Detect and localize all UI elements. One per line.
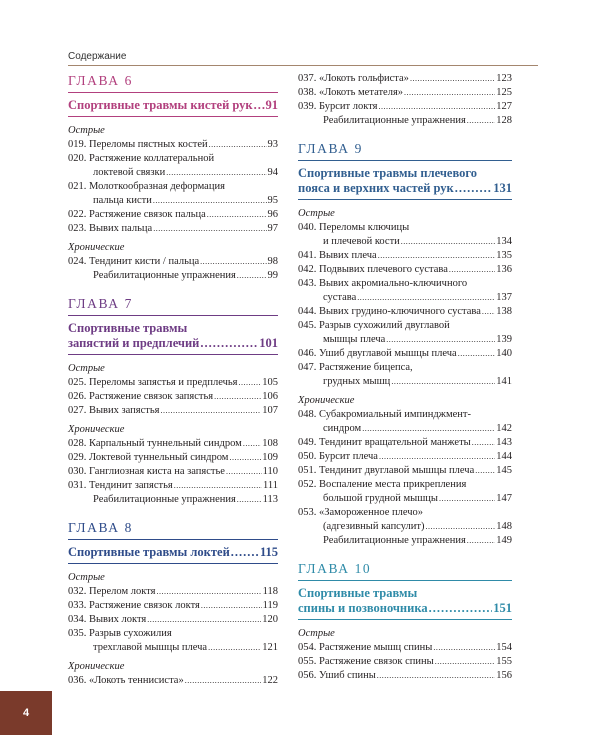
- toc-entry-page: 105: [262, 377, 278, 388]
- toc-left-column: [68, 72, 278, 700]
- toc-entry-line: [298, 450, 512, 464]
- leader-dots: [153, 222, 266, 236]
- leader-dots: [379, 450, 495, 464]
- leader-dots: [482, 305, 495, 319]
- leader-dots: [207, 208, 267, 222]
- leader-dots: [379, 100, 496, 114]
- toc-entry[interactable]: [298, 100, 512, 114]
- chapter-rule: [68, 539, 278, 540]
- toc-entry-line: [68, 376, 278, 390]
- leader-dots: [208, 641, 261, 655]
- leader-dots: [237, 269, 267, 283]
- leader-dots: [147, 613, 261, 627]
- toc-entry[interactable]: [298, 641, 512, 655]
- chapter-title: [68, 98, 278, 117]
- toc-entry-line: [68, 208, 278, 222]
- toc-entry-page: 154: [496, 642, 512, 653]
- toc-entry-page: 94: [267, 167, 278, 178]
- chapter-title-line: [298, 601, 512, 616]
- toc-entry-line: [68, 166, 278, 180]
- toc-entry-line: [68, 674, 278, 688]
- toc-entry-page: 96: [267, 209, 278, 220]
- toc-category: Острые: [68, 125, 105, 136]
- toc-entry[interactable]: [68, 451, 278, 465]
- toc-entry-text: Реабилитационные упражнения: [323, 535, 466, 546]
- toc-entry-line: [298, 263, 512, 277]
- leader-dots: [472, 436, 496, 450]
- header-rule: [68, 65, 538, 66]
- leader-dots: [226, 465, 262, 479]
- toc-entry-text: 056. Ушиб спины: [298, 670, 376, 681]
- toc-entry-page: 99: [267, 270, 278, 281]
- chapter-title-text: запястий и предплечий: [68, 336, 200, 350]
- toc-category: Острые: [68, 572, 105, 583]
- toc-entry-text: сустава: [323, 292, 357, 303]
- toc-entry-line: 035. Разрыв сухожилия: [68, 628, 172, 639]
- toc-entry-line: [68, 138, 278, 152]
- toc-entry-text: 049. Тендинит вращательной манжеты: [298, 437, 471, 448]
- toc-entry-page: 147: [496, 493, 512, 504]
- leader-dots: [455, 181, 492, 196]
- toc-entry-page: 108: [262, 438, 278, 449]
- chapter-title: [298, 586, 512, 620]
- toc-chapter: [68, 72, 278, 283]
- leader-dots: [201, 599, 262, 613]
- toc-entry-line: [68, 479, 278, 493]
- leader-dots: [386, 333, 495, 347]
- toc-entry-text: 036. «Локоть теннисиста»: [68, 675, 184, 686]
- toc-entry-line: [68, 451, 278, 465]
- chapter-title-line: [68, 545, 278, 560]
- toc-entry-text: 031. Тендинит запястья: [68, 480, 173, 491]
- toc-entry-page: 137: [496, 292, 512, 303]
- toc-entry-page: 118: [262, 586, 278, 597]
- toc-entry-line: [298, 291, 512, 305]
- toc-entry-text: синдром: [323, 423, 362, 434]
- toc-entry-page: 135: [496, 250, 512, 261]
- toc-entry-page: 109: [262, 452, 278, 463]
- toc-entry[interactable]: [298, 249, 512, 263]
- toc-entry[interactable]: [68, 585, 278, 599]
- leader-dots: [243, 437, 261, 451]
- toc-entry[interactable]: [68, 390, 278, 404]
- toc-entry[interactable]: [68, 613, 278, 627]
- chapter-title-line: [298, 181, 512, 196]
- toc-entry-line: [68, 599, 278, 613]
- toc-entry-page: 97: [267, 223, 278, 234]
- toc-entry-line: [298, 333, 512, 347]
- leader-dots: [161, 404, 262, 418]
- toc-entry-line: [298, 100, 512, 114]
- toc-entry-line: [298, 655, 512, 669]
- toc-entry-text: 019. Переломы пястных костей: [68, 139, 208, 150]
- leader-dots: [209, 138, 267, 152]
- toc-entry-line: [298, 86, 512, 100]
- toc-entry-text: 042. Подвывих плечевого сустава: [298, 264, 448, 275]
- leader-dots: [458, 347, 496, 361]
- toc-entry-line: [298, 72, 512, 86]
- toc-entry[interactable]: [68, 404, 278, 418]
- chapter-title: [68, 321, 278, 355]
- chapter-label: ГЛАВА 6: [68, 73, 133, 88]
- leader-dots: [467, 534, 495, 548]
- chapter-label: ГЛАВА 7: [68, 296, 133, 311]
- toc-chapter: [298, 140, 512, 548]
- toc-entry-page: 144: [496, 451, 512, 462]
- toc-entry-page: 138: [496, 306, 512, 317]
- leader-dots: [237, 493, 262, 507]
- toc-entry-text: Реабилитационные упражнения: [93, 270, 236, 281]
- running-head: Содержание: [68, 51, 127, 62]
- toc-entry[interactable]: [68, 180, 278, 208]
- toc-entry-line: 047. Растяжение бицепса,: [298, 362, 413, 373]
- toc-entry-text: 034. Вывих локтя: [68, 614, 147, 625]
- toc-entry-text: 044. Вывих грудино-ключичного сустава: [298, 306, 481, 317]
- toc-entry-line: [68, 269, 278, 283]
- toc-entry[interactable]: [298, 408, 512, 436]
- toc-entry-text: пальца кисти: [93, 195, 152, 206]
- toc-entry[interactable]: [298, 347, 512, 361]
- toc-entry-page: 141: [496, 376, 512, 387]
- toc-entry-page: 128: [496, 115, 512, 126]
- page-number: [0, 691, 52, 735]
- leader-dots: [378, 249, 496, 263]
- toc-entry[interactable]: [68, 479, 278, 493]
- toc-entry-text: большой грудной мышцы: [323, 493, 438, 504]
- chapter-title-line: [68, 336, 278, 351]
- toc-entry-line: 020. Растяжение коллатеральной: [68, 153, 215, 164]
- leader-dots: [404, 86, 495, 100]
- leader-dots: [254, 98, 265, 113]
- toc-entry-line: [68, 222, 278, 236]
- toc-entry[interactable]: [68, 627, 278, 655]
- leader-dots: [200, 255, 266, 269]
- leader-dots: [214, 390, 261, 404]
- chapter-page: 151: [493, 601, 512, 615]
- toc-entry[interactable]: [298, 361, 512, 389]
- toc-entry-text: (адгезивный капсулит): [323, 521, 425, 532]
- toc-entry-text: 032. Перелом локтя: [68, 586, 156, 597]
- toc-entry-line: [68, 613, 278, 627]
- toc-entry-text: трехглавой мышцы плеча: [93, 642, 208, 653]
- chapter-title-text: Спортивные травмы локтей: [68, 545, 230, 559]
- toc-entry-page: 107: [262, 405, 278, 416]
- toc-entry-text: 041. Вывих плеча: [298, 250, 377, 261]
- chapter-title-line: Спортивные травмы: [68, 321, 188, 335]
- toc-entry[interactable]: [68, 465, 278, 479]
- toc-category: Хронические: [68, 424, 125, 435]
- leader-dots: [166, 166, 266, 180]
- toc-entry-text: 025. Переломы запястья и предплечья: [68, 377, 238, 388]
- toc-entry-page: 95: [267, 195, 278, 206]
- chapter-title-line: [68, 98, 278, 113]
- toc-right-column: [298, 72, 512, 695]
- chapter-title-text: пояса и верхних частей рук: [298, 181, 454, 195]
- leader-dots: [200, 336, 258, 351]
- toc-entry[interactable]: [68, 437, 278, 451]
- toc-entry-page: 143: [496, 437, 512, 448]
- toc-entry-text: мышцы плеча: [323, 334, 386, 345]
- chapter-label: ГЛАВА 8: [68, 520, 133, 535]
- toc-entry-page: 121: [262, 642, 278, 653]
- toc-entry-line: 052. Воспаление места прикрепления: [298, 479, 467, 490]
- toc-entry-line: [298, 305, 512, 319]
- leader-dots: [174, 479, 262, 493]
- toc-entry-page: 125: [496, 87, 512, 98]
- toc-chapter: [68, 295, 278, 507]
- toc-entry-line: [68, 404, 278, 418]
- toc-entry[interactable]: [298, 436, 512, 450]
- toc-entry-line: [298, 235, 512, 249]
- toc-entry-line: 043. Вывих акромиально-ключичного: [298, 278, 468, 289]
- toc-entry-page: 148: [496, 521, 512, 532]
- toc-entry-page: 136: [496, 264, 512, 275]
- toc-entry-line: [298, 347, 512, 361]
- toc-entry[interactable]: [298, 506, 512, 534]
- toc-entry[interactable]: [68, 138, 278, 152]
- leader-dots: [377, 669, 495, 683]
- toc-entry-text: локтевой связки: [93, 167, 166, 178]
- chapter-rule: [68, 315, 278, 316]
- toc-entry-text: грудных мышц: [323, 376, 391, 387]
- chapter-title-text: Спортивные травмы кистей рук: [68, 98, 253, 112]
- chapter-page: 91: [265, 98, 278, 112]
- toc-entry-page: 93: [267, 139, 278, 150]
- toc-entry-page: 127: [496, 101, 512, 112]
- toc-chapter: [68, 519, 278, 688]
- chapter-rule: [298, 580, 512, 581]
- toc-category: Острые: [68, 363, 105, 374]
- toc-entry-text: 024. Тендинит кисти / пальца: [68, 256, 200, 267]
- toc-entry-text: 028. Карпальный туннельный синдром: [68, 438, 242, 449]
- toc-entry-page: 111: [263, 480, 278, 491]
- toc-entry[interactable]: [298, 478, 512, 506]
- toc-entry-text: 022. Растяжение связок пальца: [68, 209, 206, 220]
- toc-entry[interactable]: [68, 222, 278, 236]
- toc-entry-text: 050. Бурсит плеча: [298, 451, 378, 462]
- toc-entry-line: [68, 585, 278, 599]
- leader-dots: [435, 655, 496, 669]
- leader-dots: [229, 451, 261, 465]
- toc-entry-line: [298, 492, 512, 506]
- toc-category: Острые: [298, 208, 335, 219]
- leader-dots: [429, 601, 493, 616]
- toc-entry-text: 038. «Локоть метателя»: [298, 87, 404, 98]
- toc-entry-line: 053. «Замороженное плечо»: [298, 507, 424, 518]
- toc-entry-line: [298, 375, 512, 389]
- leader-dots: [156, 585, 261, 599]
- leader-dots: [410, 72, 495, 86]
- leader-dots: [439, 492, 495, 506]
- chapter-label: ГЛАВА 9: [298, 141, 363, 156]
- toc-entry-page: 145: [496, 465, 512, 476]
- toc-entry-page: 156: [496, 670, 512, 681]
- toc-entry[interactable]: [68, 599, 278, 613]
- toc-entry-page: 123: [496, 73, 512, 84]
- toc-entry-text: 046. Ушиб двуглавой мышцы плеча: [298, 348, 457, 359]
- toc-entry-text: 029. Локтевой туннельный синдром: [68, 452, 229, 463]
- toc-entry-text: 039. Бурсит локтя: [298, 101, 378, 112]
- toc-entry-page: 155: [496, 656, 512, 667]
- toc-chapter: [298, 72, 512, 128]
- chapter-title-text: спины и позвоночника: [298, 601, 428, 615]
- toc-entry[interactable]: [298, 263, 512, 277]
- leader-dots: [401, 235, 495, 249]
- toc-entry-line: [298, 669, 512, 683]
- toc-entry[interactable]: [68, 208, 278, 222]
- chapter-title-line: Спортивные травмы: [298, 586, 418, 600]
- leader-dots: [231, 545, 259, 560]
- toc-category: Хронические: [68, 661, 125, 672]
- toc-entry-line: [68, 390, 278, 404]
- toc-entry-text: 023. Вывих пальца: [68, 223, 153, 234]
- toc-entry-line: [298, 249, 512, 263]
- toc-entry[interactable]: [298, 72, 512, 86]
- toc-entry-line: [298, 422, 512, 436]
- toc-entry[interactable]: [298, 305, 512, 319]
- toc-entry-line: [298, 534, 512, 548]
- toc-chapter: [298, 560, 512, 683]
- toc-entry[interactable]: [68, 376, 278, 390]
- chapter-title-line: Спортивные травмы плечевого: [298, 166, 478, 180]
- leader-dots: [425, 520, 495, 534]
- leader-dots: [362, 422, 495, 436]
- toc-entry-text: и плечевой кости: [323, 236, 400, 247]
- toc-entry-text: 055. Растяжение связок спины: [298, 656, 434, 667]
- leader-dots: [467, 114, 495, 128]
- toc-entry-page: 98: [267, 256, 278, 267]
- toc-entry-text: 026. Растяжение связок запястья: [68, 391, 214, 402]
- toc-entry-line: [68, 465, 278, 479]
- toc-entry-text: 030. Ганглиозная киста на запястье: [68, 466, 225, 477]
- toc-entry-text: 033. Растяжение связок локтя: [68, 600, 200, 611]
- toc-entry[interactable]: [298, 464, 512, 478]
- toc-entry-line: 048. Субакромиальный импинджмент-: [298, 409, 471, 420]
- toc-entry-line: [298, 641, 512, 655]
- leader-dots: [153, 194, 267, 208]
- toc-entry[interactable]: [298, 114, 512, 128]
- chapter-page: 131: [493, 181, 512, 195]
- toc-category: Острые: [298, 628, 335, 639]
- toc-entry[interactable]: [68, 152, 278, 180]
- toc-entry[interactable]: [68, 674, 278, 688]
- toc-entry-line: [68, 641, 278, 655]
- toc-entry[interactable]: [298, 655, 512, 669]
- chapter-label: ГЛАВА 10: [298, 561, 372, 576]
- toc-entry-line: [298, 114, 512, 128]
- toc-entry[interactable]: [68, 493, 278, 507]
- toc-category: Хронические: [68, 242, 125, 253]
- toc-entry-text: Реабилитационные упражнения: [323, 115, 466, 126]
- toc-entry[interactable]: [298, 669, 512, 683]
- chapter-title: [298, 166, 512, 200]
- toc-entry-page: 134: [496, 236, 512, 247]
- toc-entry-line: [298, 464, 512, 478]
- toc-entry-page: 122: [262, 675, 278, 686]
- toc-entry-page: 140: [496, 348, 512, 359]
- toc-entry-page: 106: [262, 391, 278, 402]
- toc-entry[interactable]: [298, 450, 512, 464]
- leader-dots: [475, 464, 495, 478]
- chapter-page: 115: [259, 545, 278, 559]
- toc-entry-line: [68, 493, 278, 507]
- toc-entry-text: 037. «Локоть гольфиста»: [298, 73, 409, 84]
- toc-entry-line: [298, 436, 512, 450]
- leader-dots: [357, 291, 495, 305]
- leader-dots: [433, 641, 495, 655]
- toc-entry-line: 040. Переломы ключицы: [298, 222, 410, 233]
- chapter-rule: [68, 92, 278, 93]
- chapter-rule: [298, 160, 512, 161]
- toc-entry[interactable]: [68, 269, 278, 283]
- toc-entry-line: [68, 194, 278, 208]
- leader-dots: [239, 376, 262, 390]
- toc-entry-text: 027. Вывих запястья: [68, 405, 160, 416]
- toc-entry[interactable]: [298, 221, 512, 249]
- page-number-text: 4: [22, 707, 30, 719]
- toc-entry-line: 021. Молоткообразная деформация: [68, 181, 225, 192]
- toc-entry[interactable]: [68, 255, 278, 269]
- toc-entry-page: 142: [496, 423, 512, 434]
- toc-entry-line: [298, 520, 512, 534]
- toc-entry[interactable]: [298, 319, 512, 347]
- toc-entry-line: [68, 255, 278, 269]
- toc-entry-page: 119: [262, 600, 278, 611]
- toc-entry[interactable]: [298, 86, 512, 100]
- leader-dots: [185, 674, 262, 688]
- toc-entry[interactable]: [298, 534, 512, 548]
- chapter-page: 101: [259, 336, 278, 350]
- leader-dots: [391, 375, 495, 389]
- toc-entry-page: 149: [496, 535, 512, 546]
- toc-entry-line: [68, 437, 278, 451]
- toc-entry-page: 139: [496, 334, 512, 345]
- toc-category: Хронические: [298, 395, 355, 406]
- leader-dots: [449, 263, 495, 277]
- toc-entry-page: 110: [262, 466, 278, 477]
- toc-entry-text: Реабилитационные упражнения: [93, 494, 236, 505]
- toc-entry-text: 054. Растяжение мышц спины: [298, 642, 433, 653]
- toc-entry-line: 045. Разрыв сухожилий двуглавой: [298, 320, 450, 331]
- chapter-title: [68, 545, 278, 564]
- toc-entry[interactable]: [298, 277, 512, 305]
- toc-entry-page: 120: [262, 614, 278, 625]
- toc-entry-page: 113: [262, 494, 278, 505]
- toc-entry-text: 051. Тендинит двуглавой мышцы плеча: [298, 465, 475, 476]
